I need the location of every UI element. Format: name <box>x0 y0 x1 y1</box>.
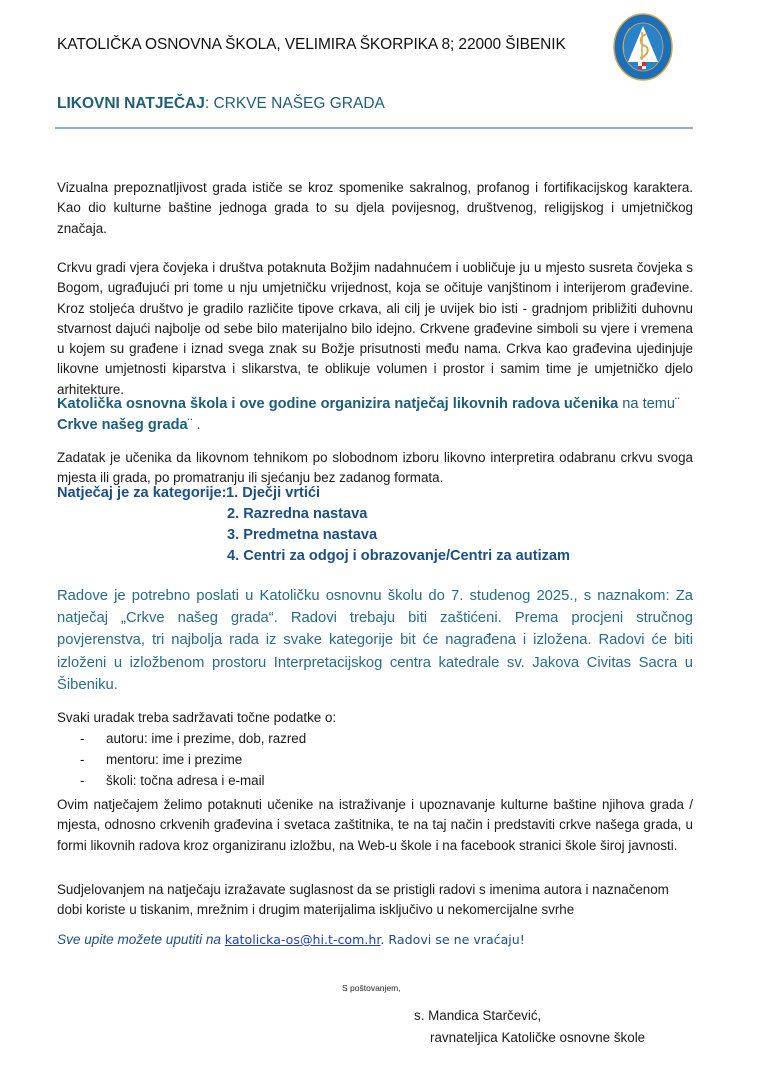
paragraph-announcement <box>57 394 693 436</box>
title-divider <box>55 127 693 129</box>
title-bold: LIKOVNI NATJEČAJ <box>57 95 205 112</box>
list-bullet: - <box>80 773 85 788</box>
page-title <box>57 95 385 113</box>
category-item: 3. Predmetna nastava <box>227 527 378 543</box>
announcement-bold: Katolička osnovna škola i ove godine organizira natječaj likovnih radova učenika <box>57 396 619 412</box>
announcement-theme: Crkve našeg grada <box>57 417 188 433</box>
school-crest-icon <box>612 12 674 82</box>
list-item: autoru: ime i prezime, dob, razred <box>106 731 307 746</box>
category-item: 2. Razredna nastava <box>227 506 368 522</box>
category-item: 4. Centri za odgoj i obrazovanje/Centri za autizam <box>227 548 571 564</box>
categories-label <box>57 485 227 501</box>
announcement-end: ¨ . <box>187 417 201 433</box>
paragraph-church: Crkvu gradi vjera čovjeka i društva potaknuta Božjim nadahnućem i uobličuje ju u mjesto susreta čovjeka s Bogom, ugrađujući pri tome u nju umjetničku vrijednost, koja se očituje vanjštinom i interijerom građevine. Kroz stoljeća društvo je gradilo različite tipove crkava, ali cilj je uvijek bio isti - gradnjom približiti duhovnu stvarnost dajući najbolje od sebe bilo materijalno bilo idejno. Crkvene građevine simboli su vjere i vremena u kojem su građene i iznad svega znak su Božje prisutnosti među nama. Crkva kao građevina ujedinjuje likovne umjetnosti kiparstva i slikarstva, te oblikuje volumen i prostor i samim time je umjetničko djelo arhitekture. <box>57 260 693 397</box>
paragraph-intro: Vizualna prepoznatljivost grada ističe se kroz spomenike sakralnog, profanog i fortifikacijskog karaktera. Kao dio kulturne baštine jednoga grada to su djela povijesnog, društvenog, religijskog i umjetničkog značaja. <box>57 180 693 236</box>
categories-label-text: Natječaj je za kategorije: <box>57 485 227 501</box>
list-bullet: - <box>80 752 85 767</box>
paragraph-submission: Radove je potrebno poslati u Katoličku osnovnu školu do 7. studenog 2025., s naznakom: Za natječaj „Crkve našeg grada“. Radovi trebaju biti zaštićeni. Prema procjeni stručnog povjerenstva, tri najbolja rada iz svake kategorije bit će nagrađena i izložena. Radovi će biti izloženi u izložbenom prostoru Interpretacijskog centra katedrale sv. Jakova Civitas Sacra u Šibeniku. <box>57 588 693 693</box>
list-item: mentoru: ime i prezime <box>106 752 243 767</box>
contact-suffix: . Radovi se ne vraćaju! <box>380 932 525 947</box>
list-bullet: - <box>80 731 85 746</box>
signatory-role: ravnateljica Katoličke osnovne škole <box>430 1030 646 1045</box>
contact-line <box>57 930 693 950</box>
paragraph-task: Zadatak je učenika da likovnom tehnikom po slobodnom izboru likovno interpretira odabranu crkvu svoga mjesta ili grada, po promatranju ili sjećanju bez zadanog formata. <box>57 450 693 486</box>
closing-salutation: S poštovanjem, <box>342 983 401 993</box>
title-rest: : CRKVE NAŠEG GRADA <box>204 95 385 112</box>
paragraph-goal: Ovim natječajem želimo potaknuti učenike na istraživanje i upoznavanje kulturne baštine njihova grada / mjesta, odnosno crkvenih građevina i svetaca zaštitnika, te na taj način i predstaviti crkve našega grada, u formi likovnih radova kroz organiziranu izložbu, na Web-u škole i na facebook stranici škole široj javnosti. <box>57 797 693 853</box>
email-link[interactable]: katolicka-os@hi.t-com.hr <box>224 932 381 947</box>
contact-prefix: Sve upite možete uputiti na <box>57 932 225 947</box>
paragraph-required-info: Svaki uradak treba sadržavati točne podatke o: <box>57 710 337 725</box>
list-item: školi: točna adresa i e-mail <box>106 773 265 788</box>
paragraph-consent: Sudjelovanjem na natječaju izražavate suglasnost da se pristigli radovi s imenima autora i naznačenom dobi koriste u tiskanim, mrežnim i drugim materijalima isključivo u nekomercijalne svrhe <box>57 882 669 918</box>
school-address-header: KATOLIČKA OSNOVNA ŠKOLA, VELIMIRA ŠKORPIKA 8; 22000 ŠIBENIK <box>57 36 566 53</box>
signatory-name: s. Mandica Starčević, <box>414 1008 542 1023</box>
announcement-mid: na temu¨ <box>618 396 680 412</box>
school-crest-logo <box>612 12 674 82</box>
category-item: 1. Dječji vrtići <box>226 485 321 501</box>
